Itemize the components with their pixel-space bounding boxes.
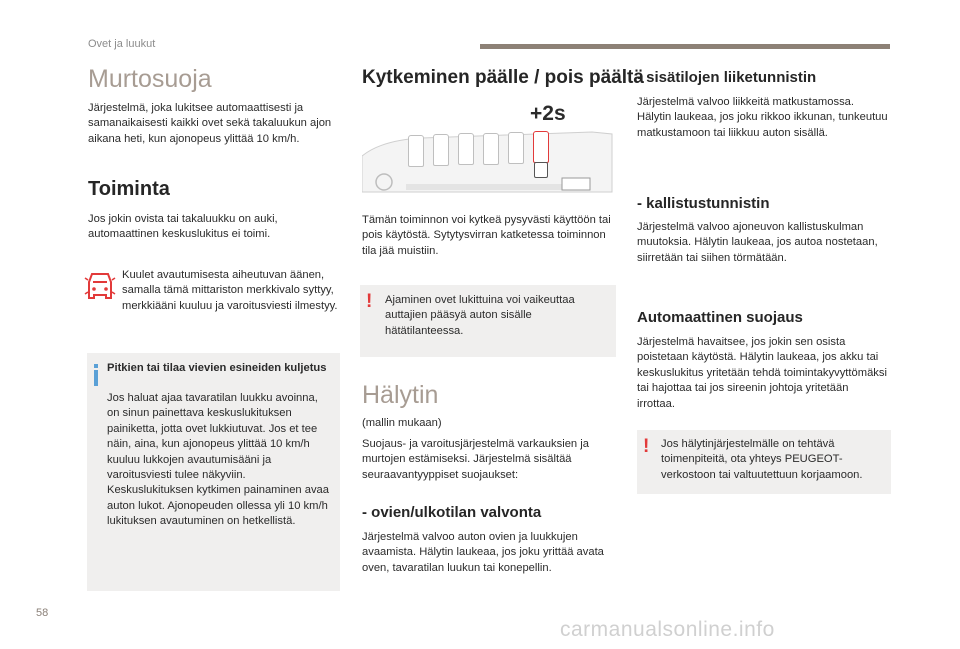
volumetric-text: Järjestelmä valvoo liikkeitä matkustamossa. Hälytin laukeaa, jos joku rikkoo ikkunan, tunkeutuu matkustamoon tai liikkuu auton sisällä. (637, 96, 888, 139)
console-button (508, 132, 524, 164)
page-title: Murtosuoja (88, 65, 212, 93)
alarm-text: Suojaus- ja varoitusjärjestelmä varkauksien ja murtojen estämiseksi. Järjestelmä sisältää seuraavantyyppiset suojaukset: (362, 438, 589, 481)
tilt-text: Järjestelmä valvoo ajoneuvon kallistuskulman muutoksia. Hälytin laukeaa, jos autoa nostetaan, siirretään tai siihen törmätään. (637, 221, 878, 264)
perimeter-title: - ovien/ulkotilan valvonta (362, 504, 542, 521)
auto-protection-title: Automaattinen suojaus (637, 309, 803, 326)
central-locking-button (533, 131, 549, 163)
info-title: Pitkien tai tilaa vievien esineiden kuljetus (107, 362, 327, 374)
watermark: carmanualsonline.info (560, 618, 775, 641)
section-title-toiminta: Toiminta (88, 178, 170, 200)
section-tag: Ovet ja luukut (88, 38, 156, 50)
lock-icon (534, 162, 548, 178)
console-button (433, 134, 449, 166)
perimeter-text: Järjestelmä valvoo auton ovien ja luukkujen avaamista. Hälytin laukeaa, jos joku yrittää avata oven, tavaratilan luukun tai konepellin. (362, 531, 604, 574)
alarm-title: Hälytin (362, 381, 439, 409)
volumetric-title: - sisätilojen liiketunnistin (637, 69, 817, 86)
console-button (458, 133, 474, 165)
alarm-note: (mallin mukaan) (362, 417, 442, 429)
toiminta-text: Jos jokin ovista tai takaluukku on auki, automaattinen keskuslukitus ei toimi. (88, 213, 278, 241)
hold-duration-label: +2s (530, 102, 566, 125)
warning-icon: ! (643, 436, 650, 457)
warning-light-text: Kuulet avautumisesta aiheutuvan äänen, samalla tämä mittariston merkkivalo syttyy, merkkiääni kuuluu ja varoitusviesti ilmestyy. (122, 269, 338, 312)
console-button (483, 133, 499, 165)
tilt-title: - kallistustunnistin (637, 195, 770, 212)
header-rule (480, 44, 890, 49)
info-icon (93, 364, 99, 386)
auto-protection-text: Järjestelmä havaitsee, jos jokin sen osista poistetaan käytöstä. Hälytin laukeaa, jos akku tai keskuslukitus yritetään tehdä toimintakyvyttömäksi tai hajottaa tai jos sireenin johtoja yritetään irrottaa. (637, 336, 887, 410)
page-number: 58 (36, 607, 49, 619)
warning-text: Ajaminen ovet lukittuina voi vaikeuttaa auttajien pääsyä auton sisälle hätätilanteessa. (385, 294, 575, 337)
warning-icon: ! (366, 291, 373, 312)
intro-text: Järjestelmä, joka lukitsee automaattisesti ja samanaikaisesti kaikki ovet sekä takaluukun ajon aikana heti, kun ajonopeus ylittää 10 km/h. (88, 102, 332, 145)
console-button (408, 135, 424, 167)
switch-text: Tämän toiminnon voi kytkeä pysyvästi käyttöön tai pois käytöstä. Sytytysvirran katketessa toiminnon tila jää muistiin. (362, 214, 611, 257)
alarm-car-icon (84, 268, 116, 306)
switch-title: Kytkeminen päälle / pois päältä (362, 67, 644, 88)
dashboard-illustration (362, 100, 618, 200)
warning-text-2: Jos hälytinjärjestelmälle on tehtävä toimenpiteitä, ota yhteys PEUGEOT-verkostoon tai valtuutettuun korjaamoon. (661, 438, 863, 481)
info-text: Jos haluat ajaa tavaratilan luukku avoinna, on sinun painettava keskuslukituksen painiketta, jotta ovet lukkiutuvat. Jos et tee näin, aina, kun ajonopeus ylittää 10 km/h kuuluu lukkojen avautumisääni ja varoitusviesti tulee näkyviin. Keskuslukituksen kytkimen painaminen avaa auton lukot. Ajonopeuden ollessa yli 10 km/h lukituksen avautuminen on hetkellistä. (107, 392, 330, 528)
